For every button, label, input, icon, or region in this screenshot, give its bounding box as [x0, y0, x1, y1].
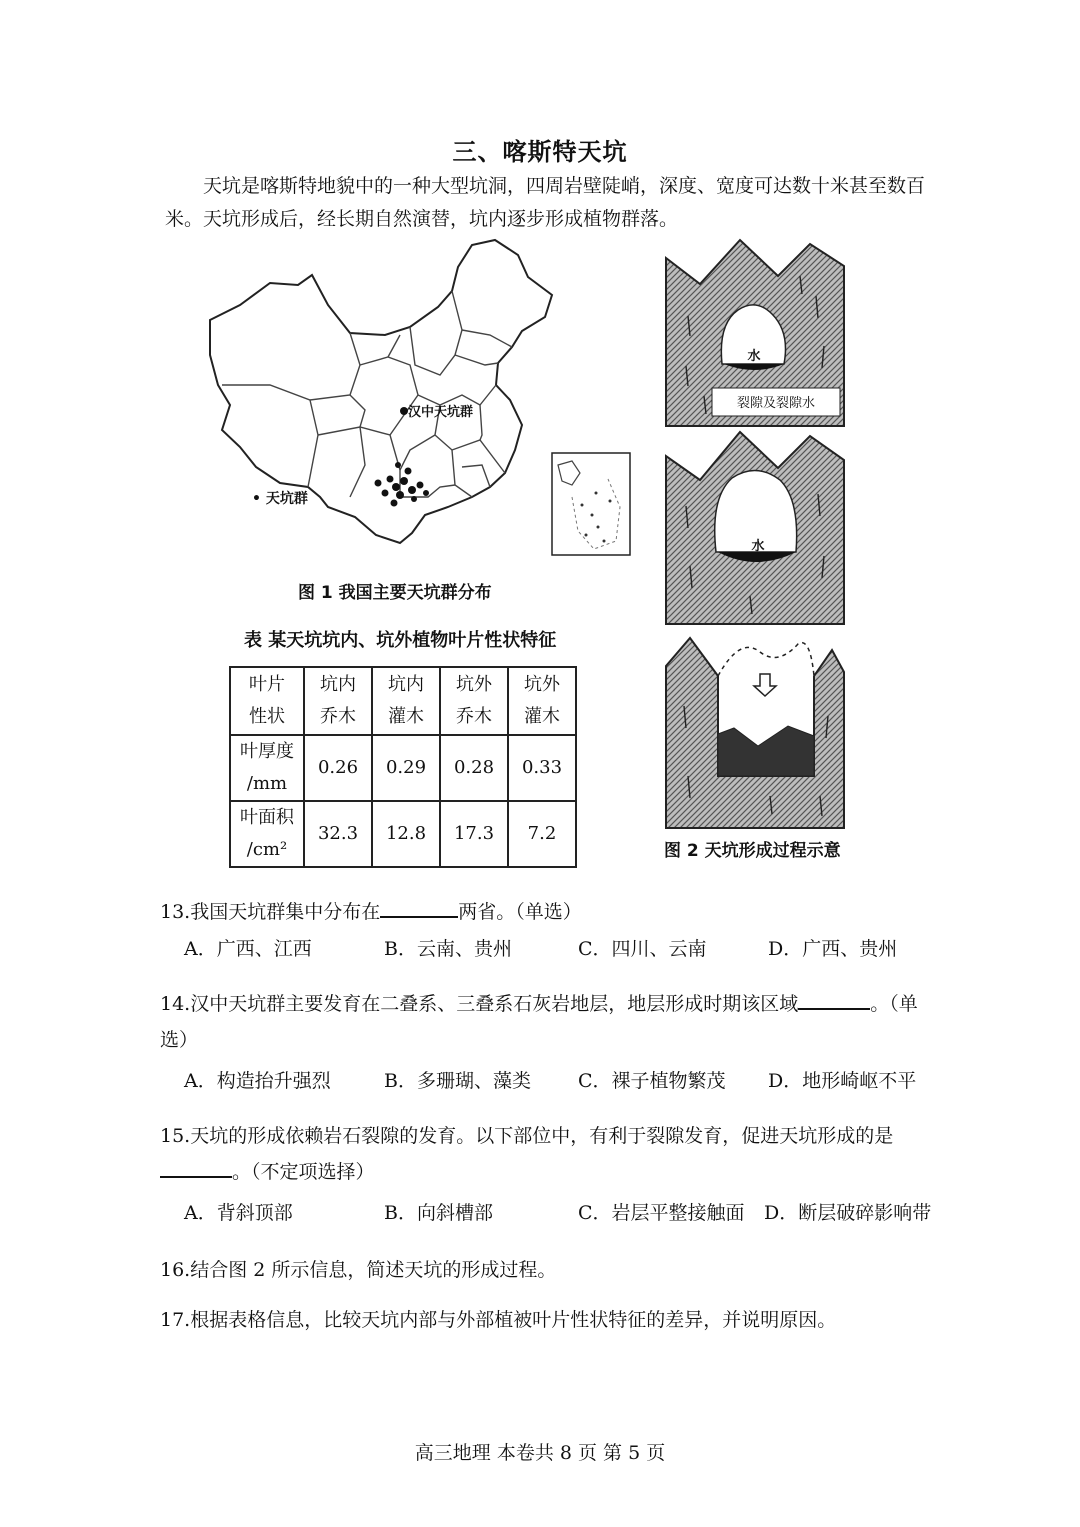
tiankeng-cluster-dots: [375, 407, 430, 507]
table-cell: 12.8: [372, 801, 440, 867]
page-footer: 高三地理 本卷共 8 页 第 5 页: [414, 1442, 666, 1464]
row-label: 叶面积 /cm²: [230, 801, 304, 867]
header-cell: 叶片 性状: [230, 667, 304, 735]
stage1-water-label: 水: [747, 349, 761, 364]
answer-blank[interactable]: [798, 988, 870, 1010]
table-cell: 0.33: [508, 735, 576, 801]
question-13: 13.我国天坑群集中分布在 两省。（单选）: [160, 894, 940, 930]
row-label: 叶厚度 /mm: [230, 735, 304, 801]
table-row: [230, 801, 576, 867]
figure2-caption: 图 2 天坑形成过程示意: [664, 841, 841, 861]
q13-option-b[interactable]: B．云南、贵州: [384, 938, 512, 960]
table-header-row: [230, 667, 576, 735]
header-cell: 坑外 乔木: [440, 667, 508, 735]
question-17: 17.根据表格信息，比较天坑内部与外部植被叶片性状特征的差异，并说明原因。: [160, 1309, 837, 1331]
question-15: 15.天坑的形成依赖岩石裂隙的发育。以下部位中，有利于裂隙发育，促进天坑形成的是。（不定项选择）: [160, 1125, 894, 1183]
q13-option-d[interactable]: D．广西、贵州: [768, 938, 898, 960]
table-caption: 表 某天坑坑内、坑外植物叶片性状特征: [244, 630, 557, 651]
province-borders: [222, 291, 512, 497]
header-cell: 坑内 灌木: [372, 667, 440, 735]
table-cell: 32.3: [304, 801, 372, 867]
question-14: 14.汉中天坑群主要发育在二叠系、三叠系石灰岩地层，地层形成时期该区域 。（单选）: [160, 986, 940, 1058]
china-map-figure: [200, 235, 640, 565]
q14-option-d[interactable]: D．地形崎岖不平: [768, 1070, 917, 1092]
table-row: [230, 735, 576, 801]
answer-blank[interactable]: [160, 1156, 232, 1178]
table-cell: 0.26: [304, 735, 372, 801]
q14-option-c[interactable]: C．裸子植物繁茂: [578, 1070, 726, 1092]
q14-option-a[interactable]: A．构造抬升强烈: [184, 1070, 331, 1092]
tiankeng-formation-figure: [660, 236, 860, 836]
stage2-water-label: 水: [751, 539, 765, 554]
q15-option-b[interactable]: B．向斜槽部: [384, 1202, 493, 1224]
south-china-sea-inset: [552, 453, 630, 555]
panel-stage-2: [666, 432, 844, 624]
table-cell: 0.29: [372, 735, 440, 801]
q14-option-b[interactable]: B．多珊瑚、藻类: [384, 1070, 531, 1092]
question-16: 16.结合图 2 所示信息，简述天坑的形成过程。: [160, 1259, 557, 1281]
table-cell: 17.3: [440, 801, 508, 867]
q15-option-d[interactable]: D．断层破碎影响带: [764, 1202, 932, 1224]
q13-option-a[interactable]: A．广西、江西: [184, 938, 312, 960]
table-cell: 0.28: [440, 735, 508, 801]
header-cell: 坑内 乔木: [304, 667, 372, 735]
map-legend-tiankeng: • 天坑群: [252, 491, 308, 507]
map-label-hanzhong: 汉中天坑群: [408, 405, 474, 420]
section-title: 三、喀斯特天坑: [452, 138, 628, 166]
answer-blank[interactable]: [380, 896, 458, 918]
q13-option-c[interactable]: C．四川、云南: [578, 938, 707, 960]
leaf-traits-table: [229, 666, 577, 868]
panel-stage-3: [666, 638, 844, 828]
intro-paragraph: 天坑是喀斯特地貌中的一种大型坑洞，四周岩壁陡峭，深度、宽度可达数十米甚至数百米。天坑形成后，经长期自然演替，坑内逐步形成植物群落。: [165, 175, 926, 230]
q15-option-a[interactable]: A．背斜顶部: [184, 1202, 293, 1224]
table-cell: 7.2: [508, 801, 576, 867]
q15-option-c[interactable]: C．岩层平整接触面: [578, 1202, 745, 1224]
crack-water-label: 裂隙及裂隙水: [736, 396, 816, 411]
figure1-caption: 图 1 我国主要天坑群分布: [298, 583, 492, 603]
header-cell: 坑外 灌木: [508, 667, 576, 735]
